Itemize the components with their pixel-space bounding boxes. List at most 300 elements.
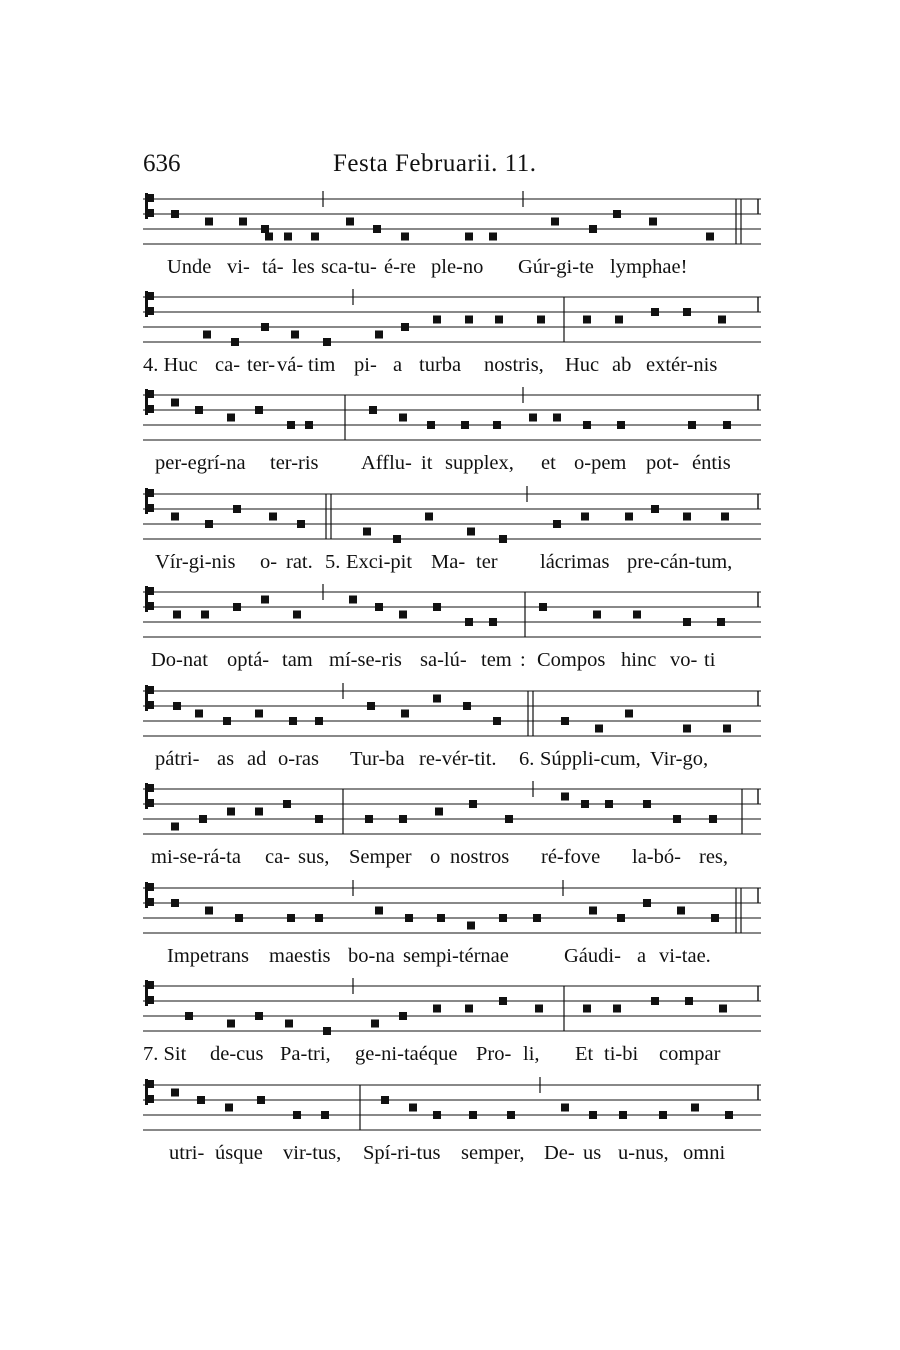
punctum-note [723,725,731,733]
lyric-syllable: re-vér-tit. [419,748,497,770]
punctum-note [718,316,726,324]
lyric-syllable: Afflu- [361,452,412,474]
lyric-syllable: sca-tu- [321,256,377,278]
lyric-syllable: Tur-ba [350,748,405,770]
punctum-note [287,914,295,922]
punctum-note [465,233,473,241]
page-number: 636 [143,150,181,177]
lyric-syllable: supplex, [445,452,514,474]
staff [143,190,763,260]
punctum-note [467,922,475,930]
punctum-note [605,800,613,808]
staff [143,288,763,358]
lyric-syllable: é-re [384,256,416,278]
lyric-syllable: ter- [247,354,276,376]
lyric-syllable: ca- [215,354,241,376]
punctum-note [589,1111,597,1119]
punctum-note [533,914,541,922]
punctum-note [261,323,269,331]
lyric-syllable: ge-ni-taéque [355,1043,458,1065]
punctum-note [305,421,313,429]
punctum-note [171,899,179,907]
lyric-syllable: lácrimas [540,551,610,573]
punctum-note [651,308,659,316]
punctum-note [613,1005,621,1013]
punctum-note [561,1104,569,1112]
lyric-syllable: ti-bi [604,1043,639,1065]
punctum-note [401,323,409,331]
punctum-note [673,815,681,823]
lyric-syllable: utri- [169,1142,205,1164]
punctum-note [433,1005,441,1013]
punctum-note [589,907,597,915]
punctum-note [381,1096,389,1104]
punctum-note [711,914,719,922]
punctum-note [185,1012,193,1020]
punctum-note [683,513,691,521]
chant-system [143,977,763,1077]
punctum-note [363,528,371,536]
lyric-syllable: Gáudi- [564,945,621,967]
punctum-note [375,603,383,611]
punctum-note [346,218,354,226]
punctum-note [261,225,269,233]
punctum-note [495,316,503,324]
lyric-syllable: ab [612,354,632,376]
punctum-note [225,1104,233,1112]
chant-system [143,780,763,880]
punctum-note [437,914,445,922]
punctum-note [405,914,413,922]
lyric-syllable: vi- [227,256,250,278]
punctum-note [505,815,513,823]
lyric-line [143,1142,763,1172]
lyric-syllable: pi- [354,354,377,376]
punctum-note [717,618,725,626]
lyric-syllable: Exci-pit [346,551,413,573]
lyric-syllable: as [217,748,235,770]
punctum-note [323,1027,331,1035]
lyric-syllable: 7. Sit [143,1043,187,1065]
punctum-note [401,233,409,241]
punctum-note [199,815,207,823]
lyric-syllable: úsque [215,1142,263,1164]
lyric-syllable: 4. Huc [143,354,198,376]
punctum-note [433,695,441,703]
lyric-syllable: sa-lú- [420,649,467,671]
punctum-note [583,316,591,324]
lyric-syllable: Súppli-cum, [540,748,641,770]
page-header [143,150,763,190]
punctum-note [433,603,441,611]
punctum-note [171,1089,179,1097]
punctum-note [709,815,717,823]
punctum-note [683,618,691,626]
punctum-note [173,702,181,710]
punctum-note [581,513,589,521]
punctum-note [399,1012,407,1020]
c-clef-icon [145,980,154,1006]
lyric-syllable: it [421,452,433,474]
punctum-note [203,331,211,339]
punctum-note [401,710,409,718]
lyric-syllable: extér-nis [646,354,718,376]
lyric-syllable: les [292,256,315,278]
lyric-syllable: pre-cán-tum, [627,551,733,573]
lyric-syllable: rat. [286,551,313,573]
lyric-line [143,452,763,482]
punctum-note [205,520,213,528]
lyric-syllable: o- [260,551,278,573]
lyric-syllable: o-pem [574,452,627,474]
lyric-syllable: ple-no [431,256,484,278]
lyric-syllable: tim [308,354,336,376]
lyric-syllable: o-ras [278,748,319,770]
punctum-note [433,316,441,324]
punctum-note [461,421,469,429]
punctum-note [507,1111,515,1119]
lyric-syllable: Vír-gi-nis [155,551,236,573]
punctum-note [315,815,323,823]
lyric-syllable: : [520,649,526,671]
punctum-note [551,218,559,226]
lyric-syllable: la-bó- [632,846,681,868]
punctum-note [625,513,633,521]
punctum-note [311,233,319,241]
punctum-note [195,406,203,414]
punctum-note [293,611,301,619]
punctum-note [625,710,633,718]
punctum-note [171,823,179,831]
punctum-note [369,406,377,414]
punctum-note [688,421,696,429]
c-clef-icon [145,685,154,711]
punctum-note [427,421,435,429]
punctum-note [409,1104,417,1112]
lyric-syllable: a [637,945,647,967]
punctum-note [489,618,497,626]
punctum-note [617,421,625,429]
lyric-syllable: per-egrí-na [155,452,246,474]
punctum-note [323,338,331,346]
punctum-note [721,513,729,521]
punctum-note [685,997,693,1005]
punctum-note [465,316,473,324]
punctum-note [315,717,323,725]
punctum-note [365,815,373,823]
punctum-note [469,1111,477,1119]
lyric-syllable: de-cus [210,1043,264,1065]
lyric-syllable: vá- [277,354,304,376]
punctum-note [399,414,407,422]
staff [143,386,763,456]
chant-system [143,583,763,683]
punctum-note [285,1020,293,1028]
punctum-note [499,914,507,922]
punctum-note [284,233,292,241]
lyric-line [143,649,763,679]
staff [143,1076,763,1146]
punctum-note [375,331,383,339]
punctum-note [613,210,621,218]
punctum-note [561,717,569,725]
lyric-syllable: Semper [349,846,412,868]
lyric-line [143,945,763,975]
lyric-syllable: a [393,354,403,376]
chant-system [143,386,763,486]
lyric-syllable: lymphae! [610,256,688,278]
punctum-note [171,513,179,521]
chant-system [143,879,763,979]
punctum-note [683,308,691,316]
punctum-note [619,1111,627,1119]
punctum-note [683,725,691,733]
lyric-syllable: vir-tus, [283,1142,342,1164]
punctum-note [315,914,323,922]
punctum-note [467,528,475,536]
c-clef-icon [145,488,154,514]
running-title: Festa Februarii. 11. [333,150,537,177]
punctum-note [227,1020,235,1028]
staff [143,977,763,1047]
punctum-note [399,611,407,619]
punctum-note [595,725,603,733]
punctum-note [367,702,375,710]
punctum-note [469,800,477,808]
lyric-syllable: mi-se-rá-ta [151,846,241,868]
staff [143,583,763,653]
lyric-syllable: Et [575,1043,594,1065]
lyric-line [143,256,763,286]
punctum-note [255,406,263,414]
lyric-syllable: Huc [565,354,600,376]
punctum-note [399,815,407,823]
punctum-note [643,899,651,907]
punctum-note [283,800,291,808]
punctum-note [435,808,443,816]
punctum-note [677,907,685,915]
lyric-syllable: Pro- [476,1043,512,1065]
punctum-note [499,997,507,1005]
punctum-note [583,421,591,429]
punctum-note [373,225,381,233]
lyric-syllable: Compos [537,649,606,671]
punctum-note [233,505,241,513]
lyric-syllable: sempi-térnae [403,945,509,967]
punctum-note [589,225,597,233]
lyric-syllable: 6. [519,748,535,770]
punctum-note [297,520,305,528]
punctum-note [561,793,569,801]
lyric-syllable: ti [704,649,716,671]
punctum-note [725,1111,733,1119]
lyric-syllable: ad [247,748,267,770]
c-clef-icon [145,1079,154,1105]
lyric-syllable: ré-fove [541,846,601,868]
punctum-note [171,399,179,407]
punctum-note [227,808,235,816]
lyric-syllable: et [541,452,556,474]
chant-system [143,288,763,388]
lyric-syllable: Do-nat [151,649,208,671]
punctum-note [425,513,433,521]
punctum-note [205,907,213,915]
c-clef-icon [145,783,154,809]
lyric-syllable: tam [282,649,313,671]
lyric-syllable: pot- [646,452,680,474]
punctum-note [255,1012,263,1020]
punctum-note [321,1111,329,1119]
lyric-syllable: res, [699,846,729,868]
punctum-note [659,1111,667,1119]
punctum-note [489,233,497,241]
staff [143,879,763,949]
c-clef-icon [145,291,154,317]
lyric-line [143,748,763,778]
staff [143,485,763,555]
punctum-note [349,596,357,604]
punctum-note [173,611,181,619]
punctum-note [643,800,651,808]
staff [143,780,763,850]
punctum-note [255,808,263,816]
lyric-syllable: De- [544,1142,575,1164]
lyric-syllable: semper, [461,1142,525,1164]
lyric-line [143,354,763,384]
lyric-line [143,551,763,581]
punctum-note [581,800,589,808]
punctum-note [293,1111,301,1119]
lyric-syllable: optá- [227,649,270,671]
punctum-note [287,421,295,429]
punctum-note [201,611,209,619]
punctum-note [537,316,545,324]
punctum-note [651,505,659,513]
lyric-syllable: turba [419,354,462,376]
punctum-note [231,338,239,346]
lyric-syllable: Impetrans [167,945,249,967]
c-clef-icon [145,586,154,612]
chant-system [143,682,763,782]
punctum-note [583,1005,591,1013]
lyric-syllable: vo- [670,649,698,671]
punctum-note [223,717,231,725]
punctum-note [233,603,241,611]
lyric-syllable: nostros [450,846,510,868]
lyric-syllable: vi-tae. [659,945,711,967]
c-clef-icon [145,193,154,219]
lyric-syllable: 5. [325,551,341,573]
punctum-note [649,218,657,226]
lyric-syllable: li, [523,1043,540,1065]
lyric-syllable: u-nus, [618,1142,669,1164]
lyric-syllable: o [430,846,441,868]
punctum-note [617,914,625,922]
chant-system [143,485,763,585]
punctum-note [691,1104,699,1112]
punctum-note [265,233,273,241]
punctum-note [269,513,277,521]
lyric-syllable: bo-na [348,945,395,967]
punctum-note [197,1096,205,1104]
lyric-syllable: Ma- [431,551,466,573]
punctum-note [493,421,501,429]
punctum-note [205,218,213,226]
lyric-syllable: ca- [265,846,291,868]
lyric-syllable: éntis [692,452,731,474]
punctum-note [706,233,714,241]
lyric-syllable: Unde [167,256,212,278]
c-clef-icon [145,389,154,415]
punctum-note [195,710,203,718]
lyric-line [143,1043,763,1073]
punctum-note [255,710,263,718]
punctum-note [261,596,269,604]
lyric-syllable: ter-ris [270,452,319,474]
lyric-syllable: compar [659,1043,721,1065]
punctum-note [553,414,561,422]
punctum-note [593,611,601,619]
punctum-note [723,421,731,429]
lyric-syllable: omni [683,1142,726,1164]
punctum-note [539,603,547,611]
punctum-note [651,997,659,1005]
punctum-note [393,535,401,543]
lyric-syllable: sus, [298,846,330,868]
punctum-note [171,210,179,218]
punctum-note [257,1096,265,1104]
punctum-note [465,618,473,626]
lyric-syllable: Pa-tri, [280,1043,331,1065]
punctum-note [371,1020,379,1028]
punctum-note [719,1005,727,1013]
staff [143,682,763,752]
punctum-note [375,907,383,915]
lyric-syllable: Gúr-gi-te [518,256,594,278]
punctum-note [433,1111,441,1119]
lyric-syllable: tem [481,649,512,671]
punctum-note [529,414,537,422]
punctum-note [239,218,247,226]
lyric-syllable: Spí-ri-tus [363,1142,441,1164]
punctum-note [291,331,299,339]
punctum-note [535,1005,543,1013]
lyric-syllable: us [583,1142,602,1164]
punctum-note [499,535,507,543]
chant-system [143,190,763,290]
punctum-note [227,414,235,422]
punctum-note [289,717,297,725]
punctum-note [235,914,243,922]
lyric-syllable: mí-se-ris [329,649,402,671]
lyric-syllable: tá- [262,256,284,278]
lyric-line [143,846,763,876]
punctum-note [553,520,561,528]
lyric-syllable: nostris, [484,354,544,376]
lyric-syllable: hinc [621,649,657,671]
lyric-syllable: ter [476,551,498,573]
punctum-note [463,702,471,710]
punctum-note [465,1005,473,1013]
punctum-note [633,611,641,619]
lyric-syllable: maestis [269,945,331,967]
punctum-note [615,316,623,324]
chant-system [143,1076,763,1176]
lyric-syllable: Vir-go, [650,748,709,770]
lyric-syllable: pátri- [155,748,200,770]
punctum-note [493,717,501,725]
c-clef-icon [145,882,154,908]
